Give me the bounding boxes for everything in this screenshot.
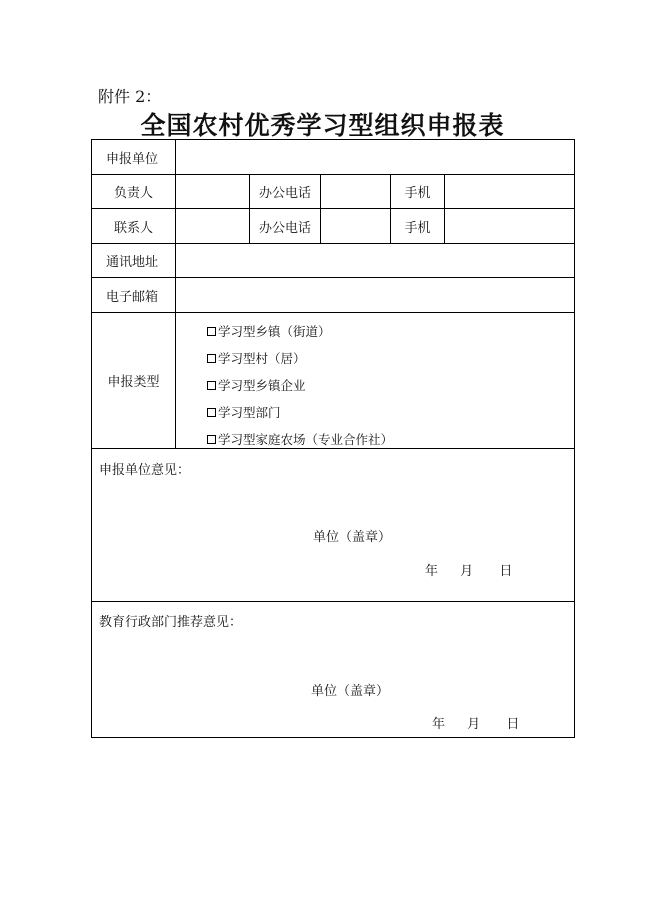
row-application-type <box>92 313 574 449</box>
type-option-family-farm[interactable] <box>207 430 393 448</box>
date-day: 日 <box>506 717 520 732</box>
application-form-table <box>91 139 575 738</box>
checkbox-icon[interactable] <box>207 435 216 444</box>
type-options <box>176 313 574 448</box>
type-option-enterprise[interactable] <box>207 376 306 394</box>
contact-person-label: 联系人 <box>92 209 176 243</box>
person-in-charge-field[interactable] <box>176 175 250 208</box>
type-option-label: 学习型部门 <box>218 405 281 420</box>
contact-person-field[interactable] <box>176 209 250 243</box>
row-applicant-unit <box>92 140 574 175</box>
unit-date <box>425 560 512 579</box>
edu-date <box>432 713 519 732</box>
type-option-department[interactable] <box>207 403 281 421</box>
type-option-label: 学习型家庭农场（专业合作社） <box>218 432 394 447</box>
row-address <box>92 244 574 278</box>
edu-seal-label: 单位（盖章） <box>311 684 390 699</box>
person-in-charge-label: 负责人 <box>92 175 176 208</box>
date-year: 年 <box>432 717 446 732</box>
date-year: 年 <box>425 564 439 579</box>
checkbox-icon[interactable] <box>207 381 216 390</box>
row-unit-opinion[interactable] <box>92 449 574 602</box>
row-contact-person <box>92 209 574 244</box>
type-option-label: 学习型村（居） <box>218 351 306 366</box>
date-month: 月 <box>467 717 481 732</box>
type-label: 申报类型 <box>92 313 176 448</box>
unit-opinion-label: 申报单位意见： <box>99 463 191 478</box>
date-day: 日 <box>499 564 513 579</box>
address-label: 通讯地址 <box>92 244 176 277</box>
type-option-village[interactable] <box>207 349 306 367</box>
attachment-label: 附件 2： <box>98 87 162 106</box>
type-option-label: 学习型乡镇（街道） <box>218 324 331 339</box>
applicant-unit-label: 申报单位 <box>92 140 176 174</box>
email-field[interactable] <box>176 278 574 312</box>
unit-seal-label: 单位（盖章） <box>313 530 392 545</box>
type-option-label: 学习型乡镇企业 <box>218 378 306 393</box>
mobile-field[interactable] <box>445 175 574 208</box>
mobile-field[interactable] <box>445 209 574 243</box>
applicant-unit-field[interactable] <box>176 140 574 174</box>
checkbox-icon[interactable] <box>207 408 216 417</box>
mobile-label: 手机 <box>391 209 445 243</box>
row-person-in-charge <box>92 175 574 209</box>
checkbox-icon[interactable] <box>207 354 216 363</box>
office-phone-field[interactable] <box>321 209 391 243</box>
checkbox-icon[interactable] <box>207 327 216 336</box>
row-email <box>92 278 574 313</box>
date-month: 月 <box>460 564 474 579</box>
address-field[interactable] <box>176 244 574 277</box>
office-phone-field[interactable] <box>321 175 391 208</box>
email-label: 电子邮箱 <box>92 278 176 312</box>
type-option-township[interactable] <box>207 322 331 340</box>
form-title: 全国农村优秀学习型组织申报表 <box>140 111 505 140</box>
office-phone-label: 办公电话 <box>250 175 321 208</box>
office-phone-label: 办公电话 <box>250 209 321 243</box>
mobile-label: 手机 <box>391 175 445 208</box>
row-edu-opinion[interactable] <box>92 602 574 737</box>
edu-opinion-label: 教育行政部门推荐意见： <box>99 615 243 630</box>
